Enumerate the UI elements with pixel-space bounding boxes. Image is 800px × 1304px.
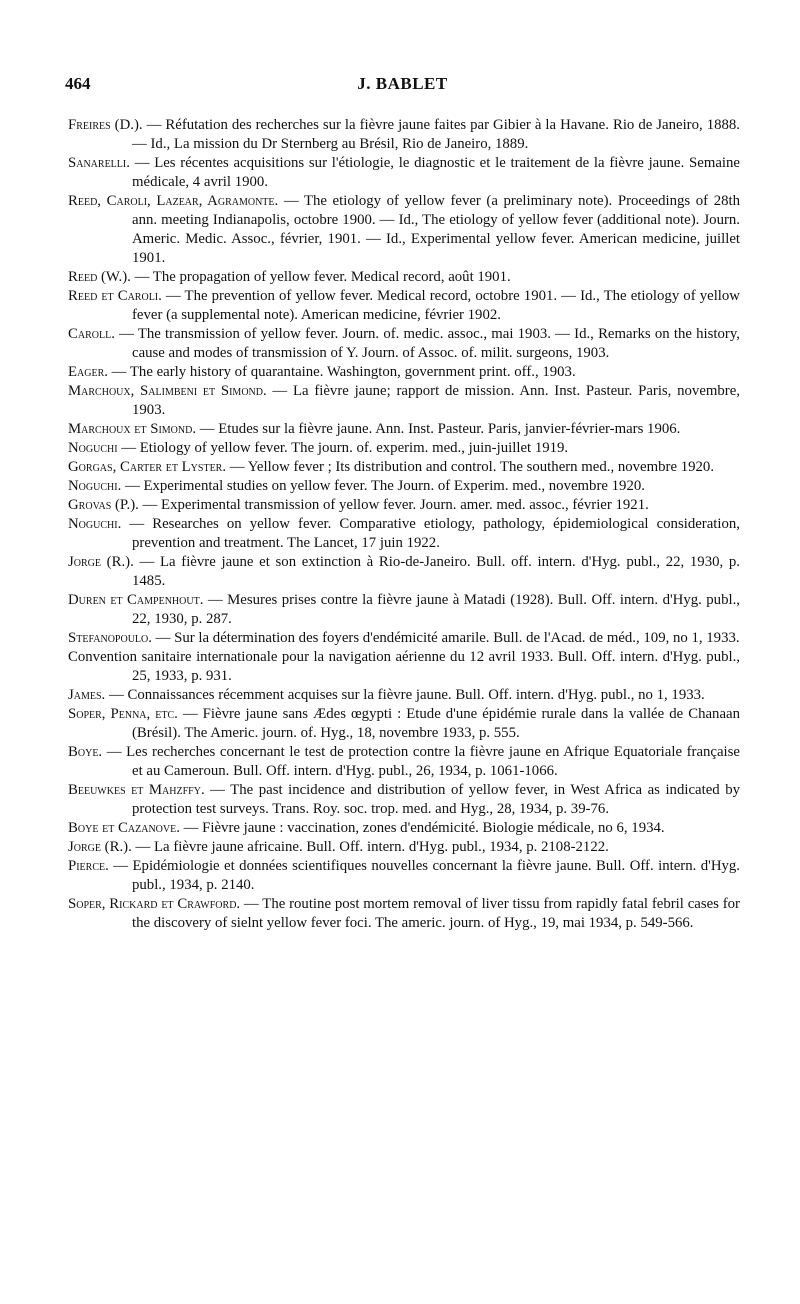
reference-entry [68, 895, 740, 933]
reference-entry [68, 648, 740, 686]
reference-authors: Reed (W.). [68, 269, 131, 285]
reference-body: — Réfutation des recherches sur la fièvre jaune faites par Gibier à la Havane. Rio de Janeiro, 1888. — Id., La mission du Dr Sternberg au Brésil, Rio de Janeiro, 1889. [132, 117, 740, 152]
reference-entry [68, 382, 740, 420]
reference-body: — Etiology of yellow fever. The journ. of. experim. med., juin-juillet 1919. [117, 440, 569, 456]
reference-body: — Yellow fever ; Its distribution and control. The southern med., novembre 1920. [226, 459, 715, 475]
reference-body: — The etiology of yellow fever (a preliminary note). Proceedings of 28th ann. meeting Indianapolis, octobre 1900. — Id., The etiology of yellow fever (additional note). Journ. Americ. Medic. Assoc., février, 1901. — Id., Experimental yellow fever. American medicine, juillet 1901. [132, 193, 740, 266]
reference-authors: Soper, Penna, etc. [68, 706, 178, 722]
reference-body: — La fièvre jaune et son extinction à Rio-de-Janeiro. Bull. off. intern. d'Hyg. publ., 22, 1930, p. 1485. [132, 554, 740, 589]
reference-authors: Noguchi. [68, 478, 122, 494]
reference-body: — La fièvre jaune; rapport de mission. Ann. Inst. Pasteur. Paris, novembre, 1903. [132, 383, 740, 418]
reference-body: — The past incidence and distribution of yellow fever, in West Africa as indicated by protection test surveys. Trans. Roy. soc. trop. med. and Hyg., 28, 1934, p. 39-76. [132, 782, 740, 817]
reference-entry [68, 496, 740, 515]
reference-authors: Jorge (R.). [68, 839, 132, 855]
reference-entry [68, 857, 740, 895]
reference-authors: Marchoux, Salimbeni et Simond. [68, 383, 267, 399]
reference-body: — Les récentes acquisitions sur l'étiologie, le diagnostic et le traitement de la fièvre jaune. Semaine médicale, 4 avril 1900. [129, 155, 740, 190]
reference-authors: James. [68, 687, 106, 703]
reference-body: — Epidémiologie et données scientifiques nouvelles concernant la fièvre jaune. Bull. Off. intern. d'Hyg. publ., 1934, p. 2140. [108, 858, 740, 893]
reference-entry [68, 686, 740, 705]
reference-body: — Sur la détermination des foyers d'endémicité amarile. Bull. de l'Acad. de méd., 109, no 1, 1933. [151, 630, 740, 646]
reference-entry [68, 192, 740, 268]
reference-body: — The early history of quarantaine. Washington, government print. off., 1903. [107, 364, 576, 380]
reference-entry [68, 477, 740, 496]
reference-body: — Researches on yellow fever. Comparative etiology, pathology, épidemiological consideration, prevention and treatment. The Lancet, 17 juin 1922. [121, 516, 740, 551]
reference-body: — Mesures prises contre la fièvre jaune à Matadi (1928). Bull. Off. intern. d'Hyg. publ., 22, 1930, p. 287. [132, 592, 740, 627]
reference-authors: Boye et Cazanove. [68, 820, 180, 836]
reference-body: — Experimental studies on yellow fever. The Journ. of Experim. med., novembre 1920. [121, 478, 645, 494]
running-title: J. BABLET [357, 74, 448, 93]
reference-entry [68, 515, 740, 553]
reference-body: — The propagation of yellow fever. Medical record, août 1901. [130, 269, 511, 285]
reference-authors: Gorgas, Carter et Lyster. [68, 459, 227, 475]
reference-authors: Reed et Caroli. [68, 288, 162, 304]
reference-list [68, 116, 740, 933]
reference-body: Convention sanitaire internationale pour la navigation aérienne du 12 avril 1933. Bull. Off. intern. d'Hyg. publ., 25, 1933, p. 931. [68, 649, 740, 684]
reference-authors: Freires (D.). [68, 117, 143, 133]
reference-body: — La fièvre jaune africaine. Bull. Off. intern. d'Hyg. publ., 1934, p. 2108-2122. [131, 839, 609, 855]
reference-entry [68, 363, 740, 382]
reference-entry [68, 743, 740, 781]
reference-entry [68, 553, 740, 591]
reference-entry [68, 705, 740, 743]
reference-body: — Fièvre jaune sans Ædes œgypti : Etude d'une épidémie rurale dans la vallée de Chanaan (Brésil). The Americ. journ. of. Hyg., 18, novembre 1933, p. 555. [132, 706, 740, 741]
reference-entry [68, 116, 740, 154]
reference-entry [68, 781, 740, 819]
reference-body: — The prevention of yellow fever. Medical record, octobre 1901. — Id., The etiology of yellow fever (a supplemental note). American medicine, février 1902. [132, 288, 740, 323]
reference-entry [68, 439, 740, 458]
reference-entry [68, 287, 740, 325]
reference-authors: Soper, Rickard et Crawford. [68, 896, 241, 912]
reference-authors: Pierce. [68, 858, 109, 874]
reference-authors: Noguchi. [68, 516, 122, 532]
reference-entry [68, 458, 740, 477]
reference-body: — The routine post mortem removal of liver tissu from rapidly fatal febril cases for the discovery of sielnt yellow fever foci. The americ. journ. of Hyg., 19, mai 1934, p. 549-566. [132, 896, 740, 931]
reference-authors: Reed, Caroli, Lazear, Agramonte. [68, 193, 279, 209]
page-number: 464 [65, 74, 91, 93]
reference-body: — Etudes sur la fièvre jaune. Ann. Inst. Pasteur. Paris, janvier-février-mars 1906. [196, 421, 681, 437]
reference-entry [68, 819, 740, 838]
reference-entry [68, 591, 740, 629]
reference-body: — Experimental transmission of yellow fever. Journ. amer. med. assoc., février 1921. [138, 497, 649, 513]
reference-body: — The transmission of yellow fever. Journ. of. medic. assoc., mai 1903. — Id., Remarks on the history, cause and modes of transmission of Y. Journ. of Assoc. of. milit. surgeons, 1903. [114, 326, 740, 361]
reference-authors: Eager. [68, 364, 108, 380]
reference-authors: Stefanopoulo. [68, 630, 152, 646]
reference-body: — Connaissances récemment acquises sur la fièvre jaune. Bull. Off. intern. d'Hyg. publ., no 1, 1933. [105, 687, 705, 703]
reference-entry [68, 325, 740, 363]
reference-entry [68, 154, 740, 192]
reference-entry [68, 268, 740, 287]
reference-authors: Sanarelli. [68, 155, 130, 171]
reference-authors: Marchoux et Simond. [68, 421, 197, 437]
reference-authors: Boye. [68, 744, 103, 760]
reference-authors: Noguchi [68, 440, 118, 456]
reference-entry [68, 838, 740, 857]
page-header [65, 74, 740, 98]
reference-body: — Les recherches concernant le test de protection contre la fièvre jaune en Afrique Equatoriale française et au Cameroun. Bull. Off. intern. d'Hyg. publ., 26, 1934, p. 1061-1066. [102, 744, 740, 779]
reference-entry [68, 629, 740, 648]
reference-authors: Grovas (P.). [68, 497, 139, 513]
reference-authors: Jorge (R.). [68, 554, 134, 570]
reference-authors: Beeuwkes et Mahzffy. [68, 782, 205, 798]
reference-authors: Caroll. [68, 326, 115, 342]
reference-authors: Duren et Campenhout. [68, 592, 204, 608]
reference-body: — Fièvre jaune : vaccination, zones d'endémicité. Biologie médicale, no 6, 1934. [179, 820, 665, 836]
reference-entry [68, 420, 740, 439]
